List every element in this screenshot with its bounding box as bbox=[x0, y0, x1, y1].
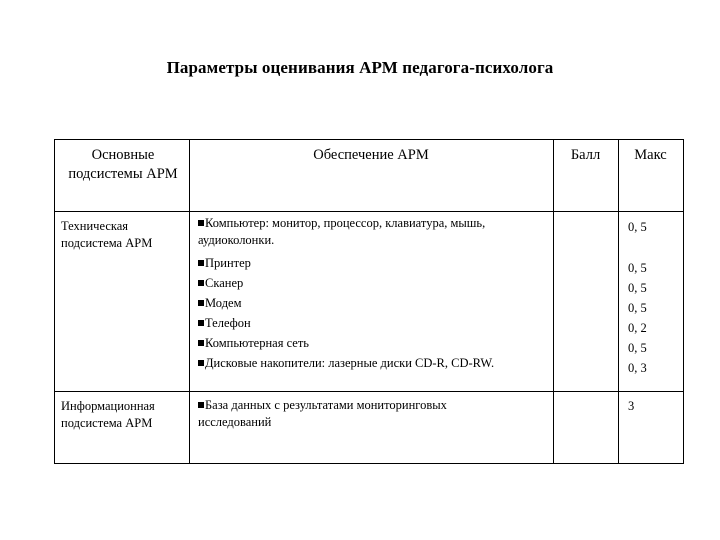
max-value: 0, 5 bbox=[628, 261, 647, 275]
header-score: Балл bbox=[570, 147, 601, 163]
bullet-square-icon bbox=[198, 280, 204, 286]
row-divider bbox=[55, 391, 683, 392]
column-divider bbox=[553, 140, 554, 463]
row-subsystem-information: Информационная подсистема АРМ bbox=[61, 399, 155, 430]
list-item: Телефон bbox=[198, 313, 538, 333]
information-max-values bbox=[628, 396, 668, 416]
technical-max-values bbox=[628, 217, 668, 378]
bullet-square-icon bbox=[198, 260, 204, 266]
bullet-square-icon bbox=[198, 360, 204, 366]
technical-items-list bbox=[198, 215, 538, 373]
list-item: Компьютерная сеть bbox=[198, 333, 538, 353]
column-divider bbox=[618, 140, 619, 463]
bullet-square-icon bbox=[198, 340, 204, 346]
header-provision: Обеспечение АРМ bbox=[313, 147, 429, 163]
list-item: Сканер bbox=[198, 273, 538, 293]
max-value: 0, 5 bbox=[628, 301, 647, 315]
list-item: Дисковые накопители: лазерные диски CD-R, CD-RW. bbox=[198, 353, 538, 373]
bullet-square-icon bbox=[198, 300, 204, 306]
header-max: Макс bbox=[634, 147, 667, 163]
evaluation-table bbox=[54, 139, 684, 464]
bullet-square-icon bbox=[198, 320, 204, 326]
list-item: Компьютер: монитор, процессор, клавиатура, мышь, аудиоколонки. bbox=[198, 216, 486, 247]
max-value: 0, 5 bbox=[628, 341, 647, 355]
list-item: Модем bbox=[198, 293, 538, 313]
list-item: Принтер bbox=[198, 253, 538, 273]
max-value: 3 bbox=[628, 399, 635, 413]
max-value: 0, 5 bbox=[628, 281, 647, 295]
max-value: 0, 5 bbox=[628, 220, 647, 234]
page-title: Параметры оценивания АРМ педагога-психолога bbox=[166, 58, 554, 77]
bullet-square-icon bbox=[198, 220, 204, 226]
row-subsystem-technical: Техническая подсистема АРМ bbox=[61, 219, 153, 250]
bullet-square-icon bbox=[198, 402, 204, 408]
row-divider bbox=[55, 211, 683, 212]
list-item: База данных с результатами мониторинговых исследований bbox=[198, 398, 447, 429]
header-subsystems: Основные подсистемы АРМ bbox=[68, 147, 178, 182]
max-value: 0, 2 bbox=[628, 321, 647, 335]
column-divider bbox=[189, 140, 190, 463]
max-value: 0, 3 bbox=[628, 361, 647, 375]
information-items-list bbox=[198, 397, 518, 435]
